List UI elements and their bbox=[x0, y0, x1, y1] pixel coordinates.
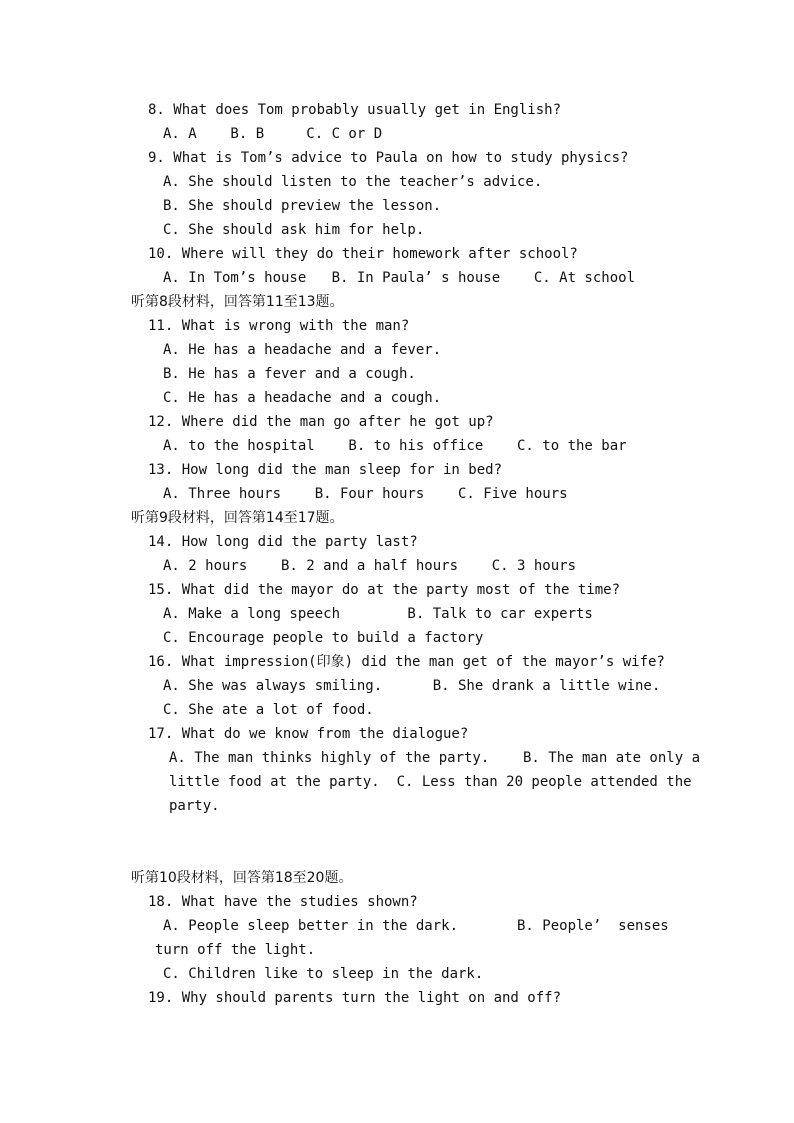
question-19: 19. Why should parents turn the light on and off? bbox=[148, 990, 562, 1006]
question-11-option-c: C. He has a headache and a cough. bbox=[163, 390, 442, 406]
question-8-options: A. A B. B C. C or D bbox=[163, 126, 383, 142]
question-15-option-c: C. Encourage people to build a factory bbox=[163, 630, 484, 646]
question-17-options-line-1: A. The man thinks highly of the party. B. The man ate only a bbox=[169, 750, 701, 766]
section-heading-10: 听第10段材料，回答第18至20题。 bbox=[131, 870, 353, 886]
question-15-options-ab: A. Make a long speech B. Talk to car experts bbox=[163, 606, 593, 622]
question-10-options: A. In Tom’s house B. In Paula’ s house C. At school bbox=[163, 270, 636, 286]
question-13: 13. How long did the man sleep for in bed? bbox=[148, 462, 503, 478]
question-18: 18. What have the studies shown? bbox=[148, 894, 418, 910]
question-13-options: A. Three hours B. Four hours C. Five hours bbox=[163, 486, 568, 502]
question-8: 8. What does Tom probably usually get in English? bbox=[148, 102, 562, 118]
question-11-option-a: A. He has a headache and a fever. bbox=[163, 342, 442, 358]
question-12-options: A. to the hospital B. to his office C. to the bar bbox=[163, 438, 627, 454]
question-18-options-line-1: A. People sleep better in the dark. B. People’ senses bbox=[163, 918, 669, 934]
section-heading-9: 听第9段材料，回答第14至17题。 bbox=[131, 510, 344, 526]
question-14: 14. How long did the party last? bbox=[148, 534, 418, 550]
question-16-options-ab: A. She was always smiling. B. She drank a little wine. bbox=[163, 678, 661, 694]
question-9: 9. What is Tom’s advice to Paula on how to study physics? bbox=[148, 150, 629, 166]
question-10: 10. Where will they do their homework after school? bbox=[148, 246, 578, 262]
question-17-options-line-2: little food at the party. C. Less than 20 people attended the bbox=[169, 774, 692, 790]
question-17-options-line-3: party. bbox=[169, 798, 220, 814]
question-14-options: A. 2 hours B. 2 and a half hours C. 3 hours bbox=[163, 558, 577, 574]
question-16-option-c: C. She ate a lot of food. bbox=[163, 702, 374, 718]
question-9-option-c: C. She should ask him for help. bbox=[163, 222, 425, 238]
section-heading-8: 听第8段材料，回答第11至13题。 bbox=[131, 294, 344, 310]
question-12: 12. Where did the man go after he got up? bbox=[148, 414, 494, 430]
question-16: 16. What impression(印象) did the man get of the mayor’s wife? bbox=[148, 654, 665, 670]
question-18-options-line-2: turn off the light. bbox=[155, 942, 316, 958]
question-11: 11. What is wrong with the man? bbox=[148, 318, 410, 334]
question-11-option-b: B. He has a fever and a cough. bbox=[163, 366, 416, 382]
question-18-option-c: C. Children like to sleep in the dark. bbox=[163, 966, 484, 982]
question-17: 17. What do we know from the dialogue? bbox=[148, 726, 469, 742]
question-15: 15. What did the mayor do at the party most of the time? bbox=[148, 582, 621, 598]
question-9-option-a: A. She should listen to the teacher’s advice. bbox=[163, 174, 543, 190]
question-9-option-b: B. She should preview the lesson. bbox=[163, 198, 442, 214]
